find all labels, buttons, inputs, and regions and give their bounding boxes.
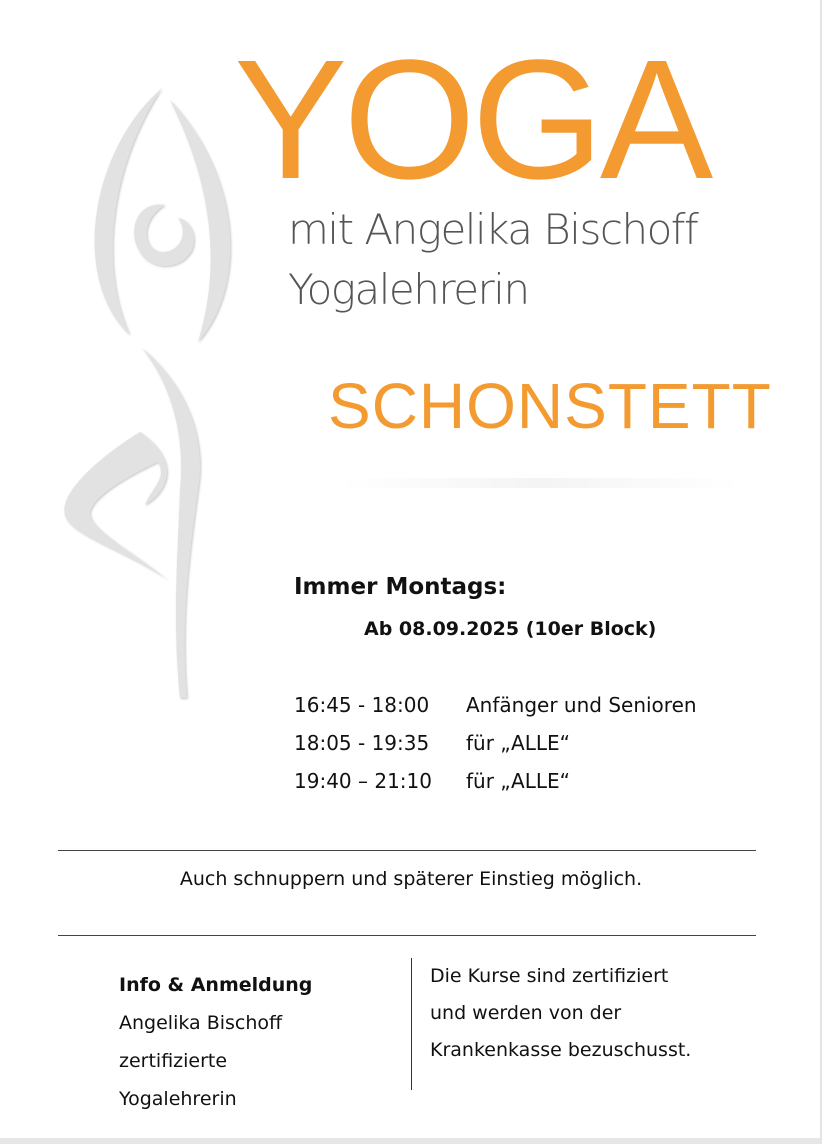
contact-line: Angelika Bischoff: [119, 1012, 283, 1034]
schedule-time: 16:45 - 18:00: [294, 693, 430, 717]
vertical-divider: [411, 958, 412, 1090]
location-title: SCHONSTETT: [328, 370, 772, 442]
schedule-group: Anfänger und Senioren: [466, 693, 697, 717]
figure-right-arm: [170, 100, 230, 342]
contact-line: Yogalehrerin: [119, 1088, 237, 1110]
schedule-time: 19:40 – 21:10: [294, 769, 432, 793]
contact-line: zertifizierte: [119, 1050, 228, 1072]
figure-head-swirl: [134, 204, 194, 266]
schedule-group: für „ALLE“: [466, 769, 570, 793]
instructor-role: Yogalehrerin: [288, 265, 529, 314]
faint-divider: [340, 478, 740, 488]
instructor-line: mit Angelika Bischoff: [288, 205, 698, 254]
certification-line: und werden von der: [430, 1002, 622, 1024]
schedule-list: [294, 686, 697, 800]
divider-top: [58, 850, 756, 851]
contact-block: [119, 966, 312, 1118]
schedule-time: 18:05 - 19:35: [294, 731, 430, 755]
yoga-title: YOGA: [234, 25, 710, 215]
yoga-figure-logo: [30, 80, 260, 710]
schedule-row: [294, 724, 697, 762]
days-heading: Immer Montags:: [294, 574, 507, 600]
start-date: Ab 08.09.2025 (10er Block): [364, 618, 657, 640]
certification-line: Die Kurse sind zertifiziert: [430, 965, 669, 987]
trial-note: Auch schnuppern und späterer Einstieg möglich.: [179, 868, 643, 890]
divider-bottom: [58, 935, 756, 936]
contact-heading: Info & Anmeldung: [119, 974, 313, 996]
figure-bent-leg: [64, 432, 168, 580]
schedule-row: [294, 686, 697, 724]
schedule-group: für „ALLE“: [466, 731, 570, 755]
certification-line: Krankenkasse bezuschusst.: [430, 1039, 692, 1061]
figure-torso: [142, 348, 200, 698]
certification-block: [430, 958, 691, 1069]
schedule-row: [294, 762, 697, 800]
